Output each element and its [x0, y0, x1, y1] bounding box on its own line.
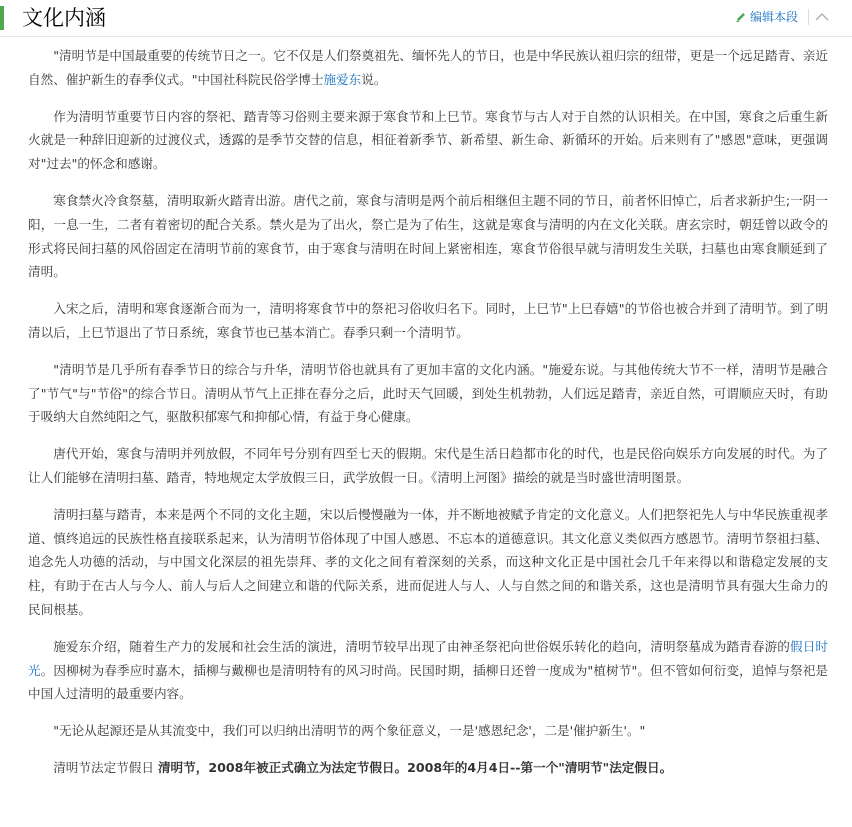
- paragraph-3-text: 寒食禁火冷食祭墓，清明取新火踏青出游。唐代之前，寒食与清明是两个前后相继但主题不同的节日，前者怀旧悼亡，后者求新护生;一阴一阳，一息一生，二者有着密切的配合关系。禁火是为了出火，祭亡是为了佑生，这就是寒食与清明的内在文化关联。唐玄宗时，朝廷曾以政令的形式将民间扫墓的风俗固定在清明节前的寒食节，由于寒食与清明在时间上紧密相连，寒食节俗很早就与清明发生关联，扫墓也由寒食顺延到了清明。: [28, 192, 828, 280]
- paragraph-2: [28, 105, 828, 176]
- paragraph-5-text: "清明节是几乎所有春季节日的综合与升华，清明节俗也就具有了更加丰富的文化内涵。"施爱东说。与其他传统大节不一样，清明节是融合了"节气"与"节俗"的综合节日。清明从节气上正排在春分之后，此时天气回暖，到处生机勃勃，人们远足踏青，亲近自然，可谓顺应天时，有助于吸纳大自然纯阳之气，驱散积郁寒气和抑郁心情，有益于身心健康。: [28, 361, 828, 425]
- paragraph-10: [28, 756, 828, 780]
- edit-section-link[interactable]: [735, 9, 798, 25]
- edit-section-label: 编辑本段: [749, 10, 798, 24]
- paragraph-9: [28, 719, 828, 743]
- paragraph-8-text: 施爱东介绍，随着生产力的发展和社会生活的演进，清明节较早出现了由神圣祭祀向世俗娱乐转化的趋向，清明祭墓成为踏青春游的: [53, 638, 790, 654]
- collapse-button[interactable]: [814, 9, 830, 25]
- paragraph-1: [28, 44, 828, 92]
- section-title: 文化内涵: [22, 6, 106, 30]
- paragraph-1-text: "清明节是中国最重要的传统节日之一。它不仅是人们祭奠祖先、缅怀先人的节日，也是中华民族认祖归宗的纽带，更是一个远足踏青、亲近自然、催护新生的春季仪式。"中国社科院民俗学博士: [28, 48, 828, 87]
- paragraph-10-bold: 清明节，2008年被正式确立为法定节假日。2008年的4月4日--第一个"清明节"法定假日。: [157, 759, 673, 775]
- chevron-up-icon: [814, 9, 830, 25]
- person-link-shi-aidong[interactable]: 施爱东: [323, 71, 362, 87]
- paragraph-2-text: 作为清明节重要节日内容的祭祀、踏青等习俗则主要来源于寒食节和上巳节。寒食节与古人对于自然的认识相关。在中国，寒食之后重生新火就是一种辞旧迎新的过渡仪式，透露的是季节交替的信息，相征着新季节、新希望、新生命、新循环的开始。后来则有了"感恩"意味，更强调对"过去"的怀念和感谢。: [28, 108, 828, 172]
- paragraph-3: [28, 189, 828, 284]
- pencil-icon: [735, 11, 747, 23]
- paragraph-4: [28, 297, 828, 345]
- paragraph-5: [28, 358, 828, 429]
- paragraph-8: [28, 635, 828, 706]
- paragraph-6-text: 唐代开始，寒食与清明并列放假，不同年号分别有四至七天的假期。宋代是生活日趋都市化的时代，也是民俗向娱乐方向发展的时代。为了让人们能够在清明扫墓、踏青，特地规定太学放假三日，武学放假一日。《清明上河图》描绘的就是当时盛世清明图景。: [28, 446, 828, 485]
- paragraph-6: [28, 442, 828, 490]
- paragraph-7-text: 清明扫墓与踏青，本来是两个不同的文化主题，宋以后慢慢融为一体，并不断地被赋予肯定的文化意义。人们把祭祀先人与中华民族重视孝道、慎终追远的民族性格直接联系起来，认为清明节俗体现了中国人感恩、不忘本的道德意识。其文化意义类似西方感恩节。清明节祭祖扫墓、追念先人功德的活动，与中国文化深层的祖先崇拜、孝的文化之间有着深刻的关系，而这种文化正是中国社会几千年来得以和谐稳定发展的支柱，有助于在古人与今人、前人与后人之间建立和谐的代际关系，进而促进人与人、人与自然之间的和谐关系，这也是清明节具有强大生命力的民间根基。: [28, 506, 828, 617]
- paragraph-8-tail: 。因柳树为春季应时嘉木，插柳与戴柳也是清明特有的风习时尚。民国时期，插柳日还曾一度成为"植树节"。但不管如何衍变，追悼与祭祀是中国人过清明的最重要内容。: [28, 662, 828, 702]
- paragraph-10-text: 清明节法定节假日: [53, 759, 158, 775]
- holiday-time-link[interactable]: 假日时光: [28, 638, 829, 678]
- paragraph-4-text: 入宋之后，清明和寒食逐渐合而为一，清明将寒食节中的祭祀习俗收归名下。同时，上巳节"上巳春嬉"的节俗也被合并到了清明节。到了明清以后，上巳节退出了节日系统，寒食节也已基本消亡。春季只剩一个清明节。: [28, 301, 828, 340]
- section-header: [0, 0, 852, 37]
- header-divider: [808, 9, 809, 25]
- paragraph-7: [28, 503, 828, 622]
- article-content: [28, 44, 828, 793]
- header-accent-bar: [0, 6, 4, 30]
- paragraph-9-text: "无论从起源还是从其流变中，我们可以归纳出清明节的两个象征意义，一是'感恩纪念'，二是'催护新生'。": [53, 723, 646, 739]
- paragraph-1-tail: 说。: [361, 71, 387, 87]
